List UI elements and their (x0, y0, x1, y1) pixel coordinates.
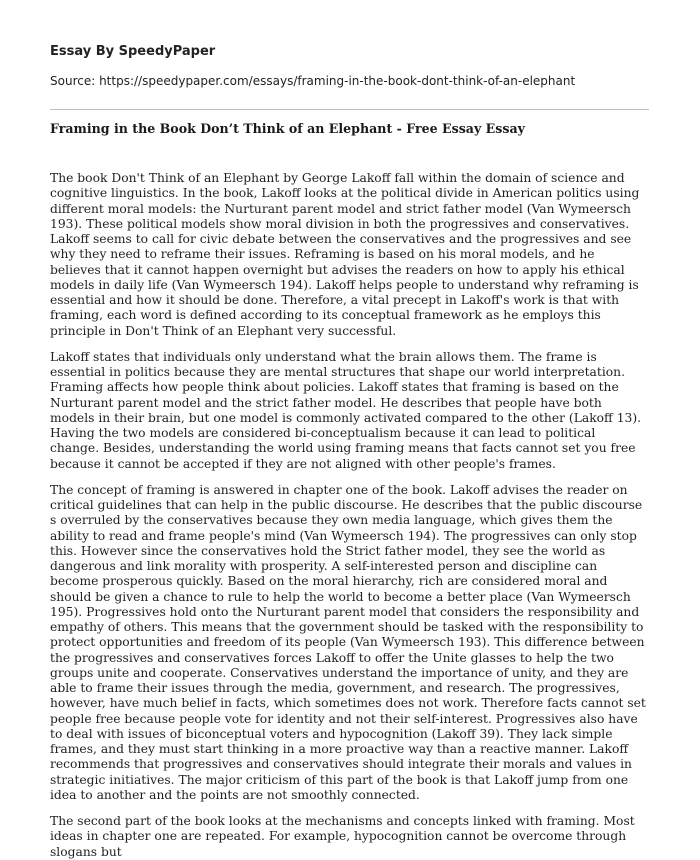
paragraph: The second part of the book looks at the mechanisms and concepts linked with framing. Most ideas in chapter one are repeated. For example, hypocognition cannot be overcome through slogans but (50, 814, 635, 859)
essay-title: Framing in the Book Don’t Think of an Elephant - Free Essay Essay (50, 121, 525, 136)
essay-body (50, 171, 647, 860)
paragraph: The concept of framing is answered in chapter one of the book. Lakoff advises the reader on critical guidelines that can help in the public discourse. He describes that the public discourse s overruled by the conservatives because they own media language, which gives them the ability to read and frame people's mind (Van Wymeersch 194). The progressives can only stop this. However since the conservatives hold the Strict father model, they see the world as dangerous and link morality with prosperity. A self-interested person and discipline can become prosperous quickly. Based on the moral hierarchy, rich are considered moral and should be given a chance to rule to help the world to become a better place (Van Wymeersch 195). Progressives hold onto the Nurturant parent model that considers the responsibility and empathy of others. This means that the government should be tasked with the responsibility to protect opportunities and freedom of its people (Van Wymeersch 193). This difference between the progressives and conservatives forces Lakoff to offer the Unite glasses to help the two groups unite and cooperate. Conservatives understand the importance of unity, and they are able to frame their issues through the media, government, and research. The progressives, however, have much belief in facts, which sometimes does not work. Therefore facts cannot set people free because people vote for identity and not their self-interest. Progressives also have to deal with issues of biconceptual voters and hypocognition (Lakoff 39). They lack simple frames, and they must start thinking in a more proactive way than a reactive manner. Lakoff recommends that progressives and conservatives should integrate their morals and values in strategic initiatives. The major criticism of this part of the book is that Lakoff jump from one idea to another and the points are not smoothly connected. (50, 482, 646, 802)
header-divider (50, 109, 649, 110)
source-url: Source: https://speedypaper.com/essays/framing-in-the-book-dont-think-of-an-elephant (50, 74, 576, 88)
publisher-title: Essay By SpeedyPaper (50, 44, 216, 59)
paragraph: The book Don't Think of an Elephant by George Lakoff fall within the domain of science and cognitive linguistics. In the book, Lakoff looks at the political divide in American politics using different moral models: the Nurturant parent model and strict father model (Van Wymeersch 193). These political models show moral division in both the progressives and conservatives. Lakoff seems to call for civic debate between the conservatives and the progressives and see why they need to reframe their issues. Reframing is based on his moral models, and he believes that it cannot happen overnight but advises the readers on how to apply his ethical models in daily life (Van Wymeersch 194). Lakoff helps people to understand why reframing is essential and how it should be done. Therefore, a vital precept in Lakoff's work is that with framing, each word is defined according to its conceptual framework as he employs this principle in Don't Think of an Elephant very successful. (50, 171, 640, 338)
paragraph: Lakoff states that individuals only understand what the brain allows them. The frame is essential in politics because they are mental structures that shape our world interpretation. Framing affects how people think about policies. Lakoff states that framing is based on the Nurturant parent model and the strict father model. He describes that people have both models in their brain, but one model is commonly activated compared to the other (Lakoff 13). Having the two models are considered bi-conceptualism because it can lead to political change. Besides, understanding the world using framing means that facts cannot set you free because it cannot be accepted if they are not aligned with other people's frames. (50, 349, 642, 471)
